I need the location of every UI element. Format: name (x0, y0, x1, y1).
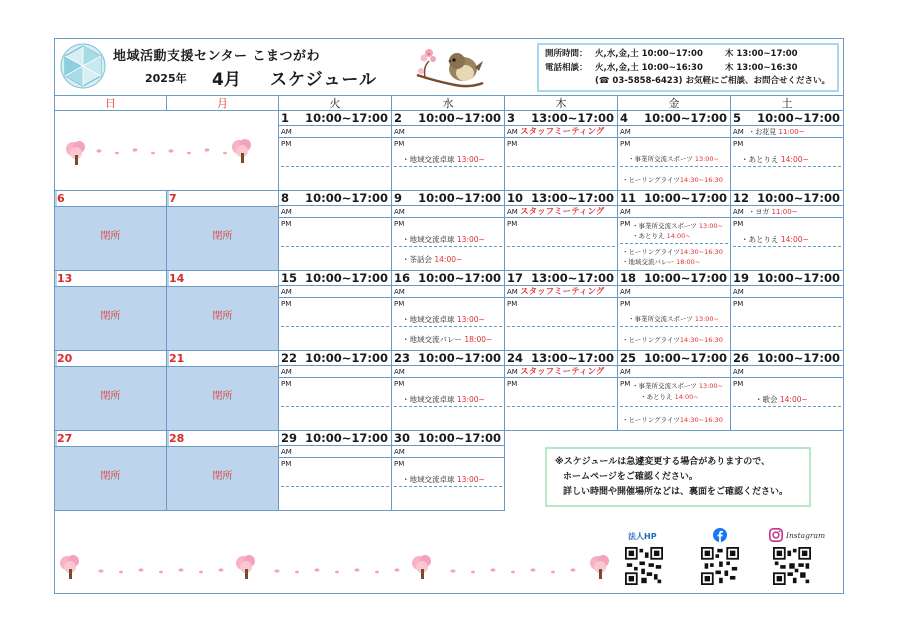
day-cell-10 (505, 191, 618, 271)
day-number: 1 (281, 111, 290, 125)
event-time: 13:00~ (456, 235, 485, 244)
day-cell-9 (392, 191, 505, 271)
day-cell-2 (392, 111, 505, 191)
event-name: ・ヒーリングライツ (622, 176, 680, 184)
am-label: AM (731, 286, 843, 298)
day-cell-6 (55, 191, 167, 271)
cherry-blossom-border-icon (55, 551, 615, 591)
event-time: 14:30~16:30 (679, 176, 723, 184)
event-time: 13:00~ (698, 222, 724, 230)
day-cell-7 (167, 191, 279, 271)
org-name: 地域活動支援センター こまつがわ (113, 49, 321, 64)
pm-label: PM (620, 380, 631, 388)
hp-label: 法人HP (628, 532, 657, 541)
day-number: 3 (507, 111, 516, 125)
event-name: ・事業所交流スポーツ (628, 315, 693, 323)
event-name: ・事業所交流スポーツ (632, 222, 697, 230)
notice-box (545, 447, 811, 507)
event-name: ・あとりえ (632, 232, 665, 240)
day-number: 8 (281, 191, 290, 205)
day-number: 17 (507, 271, 524, 285)
day-number: 21 (169, 351, 278, 366)
day-hours: 10:00~17:00 (418, 191, 501, 205)
pm-label: PM (281, 300, 292, 308)
am-label: AM (279, 366, 391, 378)
event-time: 13:00~ (456, 475, 485, 484)
am-label: AM (392, 446, 504, 458)
day-cell-1 (279, 111, 392, 191)
day-hours: 10:00~17:00 (757, 271, 840, 285)
day-cell-23 (392, 351, 505, 431)
staff-meeting-label: スタッフミーティング (520, 287, 605, 297)
day-cell-3 (505, 111, 618, 191)
day-number: 2 (394, 111, 403, 125)
pm-label: PM (394, 140, 405, 148)
event-name: ・地域交流卓球 (402, 475, 455, 484)
day-hours: 13:00~17:00 (531, 111, 614, 125)
header (55, 39, 843, 96)
event-name: ・あとりえ (640, 393, 673, 401)
day-hours: 13:00~17:00 (531, 271, 614, 285)
day-number: 24 (507, 351, 524, 365)
day-hours: 13:00~17:00 (531, 191, 614, 205)
day-hours: 10:00~17:00 (305, 111, 388, 125)
notice-line-3: 詳しい時間や開催場所などは、裏面をご確認ください。 (563, 487, 789, 497)
day-hours: 10:00~17:00 (757, 351, 840, 365)
event-time: 14:00~ (779, 395, 808, 404)
pm-label: PM (733, 380, 744, 388)
event-name: ・地域交流卓球 (402, 235, 455, 244)
day-number: 19 (733, 271, 750, 285)
am-label: AM (733, 128, 744, 136)
am-label: AM (279, 446, 391, 458)
event-name: ・地域交流卓球 (402, 315, 455, 324)
day-number: 23 (394, 351, 411, 365)
weekday-fri: 金 (618, 96, 731, 111)
day-number: 4 (620, 111, 629, 125)
am-label: AM (507, 128, 518, 136)
event-name: ・ヒーリングライツ (622, 416, 680, 424)
bird-on-branch-icon (415, 41, 485, 93)
event-name: ・ヒーリングライツ (622, 248, 680, 256)
day-cell-13 (55, 271, 167, 351)
week1-blank (55, 111, 279, 191)
event-name: ・あとりえ (741, 155, 779, 164)
event-name: ・お花見 (748, 128, 777, 136)
am-label: AM (507, 368, 518, 376)
day-number: 13 (57, 271, 166, 286)
weekday-sun: 日 (55, 96, 167, 111)
instagram-icon[interactable] (769, 528, 783, 542)
event-time: 14:00~ (666, 232, 691, 240)
hours-label: 開所時間： (545, 49, 588, 59)
am-label: AM (733, 208, 744, 216)
day-cell-5 (731, 111, 843, 191)
am-label: AM (392, 126, 504, 138)
event-name: ・地域交流バレー (622, 258, 674, 266)
day-hours: 10:00~17:00 (644, 111, 727, 125)
am-label: AM (731, 366, 843, 378)
event-time: 14:30~16:30 (679, 336, 723, 344)
weekday-thu: 木 (505, 96, 618, 111)
am-label: AM (279, 286, 391, 298)
phone-label: 電話相談： (545, 62, 588, 73)
closed-label: 閉所 (100, 471, 121, 482)
day-number: 12 (733, 191, 750, 205)
am-label: AM (507, 288, 518, 296)
event-name: ・茶話会 (402, 255, 432, 264)
day-cell-4 (618, 111, 731, 191)
event-time: 11:00~ (778, 128, 805, 136)
day-cell-21 (167, 351, 279, 431)
event-name: ・地域交流卓球 (402, 155, 455, 164)
closed-label: 閉所 (100, 311, 121, 322)
weekday-tue: 火 (279, 96, 392, 111)
closed-label: 閉所 (212, 471, 233, 482)
am-label: AM (507, 208, 518, 216)
day-cell-28 (167, 431, 279, 511)
staff-meeting-label: スタッフミーティング (520, 127, 605, 137)
day-number: 5 (733, 111, 742, 125)
day-cell-30 (392, 431, 505, 511)
day-hours: 10:00~17:00 (418, 271, 501, 285)
event-time: 13:00~ (694, 155, 720, 163)
day-number: 6 (57, 191, 166, 206)
day-cell-20 (55, 351, 167, 431)
closed-label: 閉所 (212, 311, 233, 322)
event-time: 13:00~ (456, 395, 485, 404)
event-time: 13:00~ (694, 315, 720, 323)
day-number: 11 (620, 191, 637, 205)
phone-days: 火,水,金,土 10:00~16:30 (595, 62, 703, 73)
day-cell-14 (167, 271, 279, 351)
event-time: 11:00~ (771, 208, 798, 216)
day-number: 26 (733, 351, 750, 365)
pm-label: PM (620, 140, 631, 148)
day-hours: 13:00~17:00 (531, 351, 614, 365)
am-label: AM (279, 126, 391, 138)
day-number: 10 (507, 191, 524, 205)
day-number: 30 (394, 431, 411, 445)
event-time: 14:00~ (780, 155, 809, 164)
day-cell-11 (618, 191, 731, 271)
day-number: 18 (620, 271, 637, 285)
pm-label: PM (507, 140, 518, 148)
qr-code-instagram-icon[interactable] (773, 547, 811, 585)
hours-thu: 木 13:00~17:00 (724, 49, 798, 59)
notice-line-1: ※スケジュールは急遽変更する場合がありますので、 (555, 457, 771, 467)
day-cell-24 (505, 351, 618, 431)
event-time: 14:00~ (780, 235, 809, 244)
event-time: 13:00~ (698, 382, 724, 390)
closed-label: 閉所 (100, 391, 121, 402)
am-label: AM (618, 366, 730, 378)
pm-label: PM (394, 460, 405, 468)
day-number: 7 (169, 191, 278, 206)
day-cell-18 (618, 271, 731, 351)
pm-label: PM (620, 300, 631, 308)
day-number: 29 (281, 431, 298, 445)
day-cell-19 (731, 271, 843, 351)
event-name: ・あとりえ (741, 235, 779, 244)
event-name: ・ヨガ (748, 208, 770, 216)
event-name: ・地域交流バレー (402, 335, 462, 344)
facebook-icon[interactable] (713, 528, 727, 542)
pm-label: PM (394, 380, 405, 388)
day-cell-29 (279, 431, 392, 511)
day-hours: 10:00~17:00 (757, 111, 840, 125)
qr-code-hp-icon[interactable] (625, 547, 663, 585)
day-hours: 10:00~17:00 (418, 111, 501, 125)
pm-label: PM (281, 220, 292, 228)
day-cell-26 (731, 351, 843, 431)
schedule-page (54, 38, 844, 594)
event-name: ・事業所交流スポーツ (628, 155, 693, 163)
closed-label: 閉所 (212, 231, 233, 242)
staff-meeting-label: スタッフミーティング (520, 207, 605, 217)
day-number: 15 (281, 271, 298, 285)
day-number: 9 (394, 191, 403, 205)
day-hours: 10:00~17:00 (418, 351, 501, 365)
day-hours: 10:00~17:00 (305, 351, 388, 365)
day-hours: 10:00~17:00 (757, 191, 840, 205)
pm-label: PM (394, 300, 405, 308)
qr-code-facebook-icon[interactable] (701, 547, 739, 585)
page-title: スケジュール (270, 70, 377, 90)
info-box (537, 43, 839, 92)
event-name: ・事業所交流スポーツ (632, 382, 697, 390)
pm-label: PM (281, 460, 292, 468)
day-hours: 10:00~17:00 (305, 431, 388, 445)
day-number: 27 (57, 431, 166, 446)
weekday-wed: 水 (392, 96, 505, 111)
day-number: 22 (281, 351, 298, 365)
closed-label: 閉所 (100, 231, 121, 242)
day-cell-15 (279, 271, 392, 351)
pm-label: PM (281, 380, 292, 388)
closed-label: 閉所 (212, 391, 233, 402)
hours-days: 火,水,金,土 10:00~17:00 (595, 49, 703, 59)
day-cell-16 (392, 271, 505, 351)
day-hours: 10:00~17:00 (305, 191, 388, 205)
event-time: 14:30~16:30 (679, 416, 723, 424)
event-time: 18:00~ (676, 258, 701, 266)
pm-label: PM (507, 220, 518, 228)
am-label: AM (279, 206, 391, 218)
day-hours: 10:00~17:00 (644, 271, 727, 285)
cherry-blossom-decoration-icon (55, 111, 279, 191)
day-hours: 10:00~17:00 (418, 431, 501, 445)
day-number: 28 (169, 431, 278, 446)
logo-icon (59, 42, 107, 90)
day-number: 20 (57, 351, 166, 366)
day-cell-27 (55, 431, 167, 511)
am-label: AM (392, 286, 504, 298)
pm-label: PM (733, 300, 744, 308)
weekday-sat: 土 (731, 96, 843, 111)
event-time: 14:00~ (674, 393, 699, 401)
day-cell-8 (279, 191, 392, 271)
phone-number: (☎ 03-5858-6423) お気軽にご相談、お問合せください。 (595, 76, 830, 86)
event-time: 14:30~16:30 (679, 248, 723, 256)
event-name: ・ヒーリングライツ (622, 336, 680, 344)
pm-label: PM (507, 300, 518, 308)
instagram-label: Instagram (786, 531, 826, 540)
am-label: AM (618, 286, 730, 298)
day-number: 25 (620, 351, 637, 365)
day-cell-25 (618, 351, 731, 431)
pm-label: PM (394, 220, 405, 228)
am-label: AM (392, 206, 504, 218)
event-time: 13:00~ (456, 315, 485, 324)
day-number: 14 (169, 271, 278, 286)
day-hours: 10:00~17:00 (644, 351, 727, 365)
notice-line-2: ホームページをご確認ください。 (563, 472, 698, 482)
event-time: 13:00~ (456, 155, 485, 164)
weekday-mon: 月 (167, 96, 279, 111)
am-label: AM (392, 366, 504, 378)
pm-label: PM (620, 220, 631, 228)
event-name: ・地域交流卓球 (402, 395, 455, 404)
year-label: 2025年 (145, 72, 187, 85)
am-label: AM (618, 206, 730, 218)
day-cell-12 (731, 191, 843, 271)
event-time: 18:00~ (464, 335, 493, 344)
day-hours: 10:00~17:00 (305, 271, 388, 285)
pm-label: PM (281, 140, 292, 148)
staff-meeting-label: スタッフミーティング (520, 367, 605, 377)
pm-label: PM (733, 140, 744, 148)
day-hours: 10:00~17:00 (644, 191, 727, 205)
pm-label: PM (733, 220, 744, 228)
month-label: 4月 (212, 70, 241, 90)
event-time: 14:00~ (434, 255, 463, 264)
day-number: 16 (394, 271, 411, 285)
event-name: ・歌会 (755, 395, 778, 404)
phone-thu: 木 13:00~16:30 (724, 62, 798, 73)
day-cell-22 (279, 351, 392, 431)
day-cell-17 (505, 271, 618, 351)
pm-label: PM (507, 380, 518, 388)
am-label: AM (618, 126, 730, 138)
